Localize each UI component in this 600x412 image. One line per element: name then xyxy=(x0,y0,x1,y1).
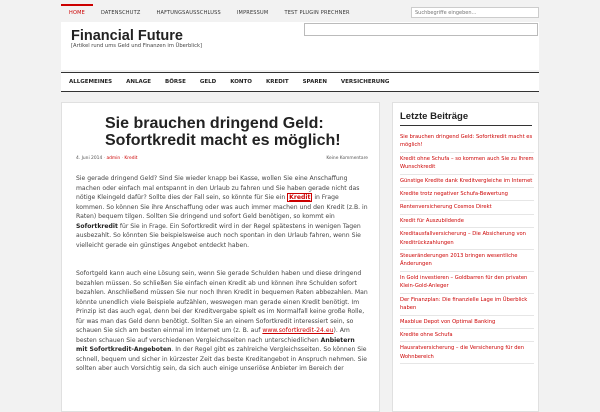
paragraph-text: . In der Regel gibt es zahlreiche Vergleichsseiten. So können Sie schnell, bequem und sicher in kürzester Zeit das beste Kreditangebot in Anspruch nehmen. Sie sollten aber auch Vorsichtig sein, da sich auch einige unseriöse Anbieter im Bereich der xyxy=(76,346,367,372)
article-title[interactable]: Sie brauchen dringend Geld: Sofortkredit macht es möglich! xyxy=(105,115,341,149)
meta-separator: · xyxy=(103,156,107,161)
sidebar-divider xyxy=(400,125,532,126)
site-tagline: [Artikel rund ums Geld und Finanzen im Überblick] xyxy=(71,43,203,49)
recent-post-item[interactable]: Kredite trotz negativer Schufa-Bewertung xyxy=(400,188,534,201)
article-category-link[interactable]: Kredit xyxy=(124,156,138,161)
bold-term: Sofortkredit xyxy=(76,222,118,230)
sofortkredit-link[interactable]: www.sofortkredit-24.eu xyxy=(262,327,334,334)
article-paragraph xyxy=(76,269,368,374)
recent-post-item[interactable]: Rentenversicherung Cosmos Direkt xyxy=(400,201,534,214)
bold-term: Anbietern mit Sofortkredit-Angeboten xyxy=(76,336,355,353)
topnav-datenschutz[interactable]: DATENSCHUTZ xyxy=(100,10,141,16)
article-date: 4. Juni 2014 xyxy=(76,156,103,161)
paragraph-text: in Frage kommen. So können Sie ihre Anschaffung oder was auch immer machen und den Kredit (z.B. in Raten) bequem tilgen. Sollten Sie dringend und sofort Geld benötigen, so kommt ein xyxy=(76,194,368,220)
paragraph-text: Sie gerade dringend Geld? Sind Sie wieder knapp bei Kasse, wollen Sie eine Anschaffung machen oder einfach mal entspannt in den Urlaub zu fahren und Sie haben gerade nicht das nötige Kleingeld dafür? Sollte dies der Fall sein, so könnte für Sie ein xyxy=(76,175,360,201)
recent-post-item[interactable]: In Gold investieren – Goldbarren für den privaten Klein-Gold-Anleger xyxy=(400,272,534,294)
article-author-link[interactable]: admin xyxy=(106,156,121,161)
top-bar xyxy=(61,4,539,19)
paragraph-text: für Sie in Frage. Ein Sofortkredit wird in der Regel spätestens in wenigen Tagen ausbezahlt. So könnten Sie beispielsweise auch noch spontan in den Urlaub fahren, wenn Sie vielleicht gerade ein günstiges Angebot entdeckt haben. xyxy=(76,222,361,249)
site-header xyxy=(61,22,539,70)
recent-post-item[interactable]: Sie brauchen dringend Geld: Sofortkredit macht es möglich! xyxy=(400,131,534,153)
nav-geld[interactable]: GELD xyxy=(199,79,217,85)
recent-post-item[interactable]: Hausratversicherung – die Versicherung für den Wohnbereich xyxy=(400,342,534,364)
topnav-impressum[interactable]: IMPRESSUM xyxy=(236,10,269,16)
recent-post-item[interactable]: Maxblue Depot von Optimal Banking xyxy=(400,316,534,329)
nav-sparen[interactable]: SPAREN xyxy=(302,79,327,85)
site-title[interactable]: Financial Future xyxy=(71,28,183,44)
paragraph-text: ). Am besten schauen Sie auf verschiedenen Vergleichsseiten nach unterschiedlichen xyxy=(76,327,350,344)
search-input[interactable] xyxy=(411,7,539,18)
sidebar-title: Letzte Beiträge xyxy=(400,111,469,122)
nav-kredit[interactable]: KREDIT xyxy=(265,79,289,85)
article-meta xyxy=(76,156,368,166)
kredit-link[interactable]: Kredit xyxy=(289,194,311,201)
paragraph-text: Sofortgeld kann auch eine Lösung sein, wenn Sie gerade Schulden haben und diese dringend bezahlen müssen. So schließen Sie einfach einen Kredit ab und können ihre Schulden sofort bezahlen. Anschließend müssen Sie nur noch Ihren Kredit in bequemen Raten abbezahlen. Man könnte unendlich viele Beispiele aufzählen, weswegen man gerade einen Kredit benötigt. Im Prinzip ist das auch egal, denn bei der Kreditvergabe spielt es im Normalfall keine große Rolle, für was man das Geld denn benötigt. Sollten Sie an einem Sofortkredit interessiert sein, so schauen Sie sich am besten einmal im Internet um (z. B. auf xyxy=(76,270,368,334)
recent-post-item[interactable]: Kreditausfallversicherung – Die Absicherung von Kreditrückzahlungen xyxy=(400,228,534,250)
nav-anlage[interactable]: ANLAGE xyxy=(126,79,152,85)
article xyxy=(61,102,380,412)
nav-boerse[interactable]: BÖRSE xyxy=(165,79,186,85)
main-nav xyxy=(61,72,539,92)
topnav-haftungsausschluss[interactable]: HAFTUNGSAUSSCHLUSS xyxy=(156,10,221,16)
sidebar xyxy=(392,102,539,412)
article-paragraph xyxy=(76,174,368,250)
recent-posts-list xyxy=(400,131,534,364)
topnav-home[interactable]: HOME xyxy=(61,4,93,19)
nav-allgemeines[interactable]: ALLGEMEINES xyxy=(69,79,113,85)
topnav-test-plugin[interactable]: TEST PLUGIN PRECHNER xyxy=(284,10,350,16)
meta-separator: · xyxy=(121,156,125,161)
recent-post-item[interactable]: Kredit ohne Schufa – so kommen auch Sie zu Ihrem Wunschkredit xyxy=(400,153,534,175)
header-banner-box xyxy=(304,23,538,36)
nav-versicherung[interactable]: VERSICHERUNG xyxy=(340,79,390,85)
recent-post-item[interactable]: Steueränderungen 2013 bringen wesentliche Änderungen xyxy=(400,250,534,272)
recent-post-item[interactable]: Kredit für Auszubildende xyxy=(400,215,534,228)
comments-link[interactable]: Keine Kommentare xyxy=(326,156,368,161)
nav-konto[interactable]: KONTO xyxy=(230,79,252,85)
recent-post-item[interactable]: Der Finanzplan: Die finanzielle Lage im Überblick haben xyxy=(400,294,534,316)
recent-post-item[interactable]: Günstige Kredite dank Kreditvergleiche im Internet xyxy=(400,175,534,188)
recent-post-item[interactable]: Kredite ohne Schufa xyxy=(400,329,534,342)
